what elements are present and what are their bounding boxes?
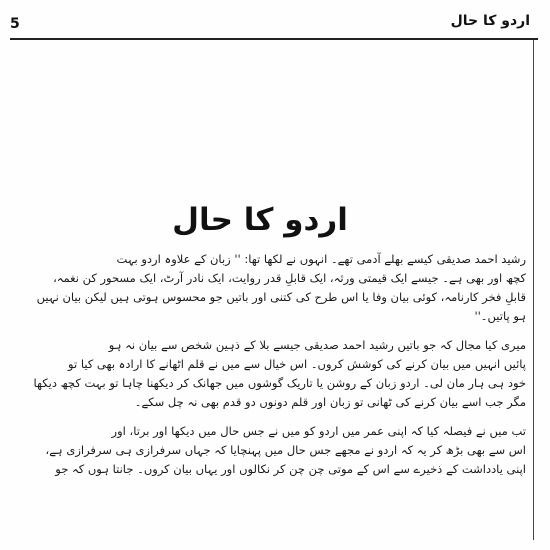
text-line: پائیں انہیں میں بیان کرنے کی کوشش کروں۔ اس خیال سے میں نے قلم اٹھانے کا ارادہ بھی کیا تو <box>68 357 526 371</box>
text-line: اپنی یادداشت کے ذخیرے سے اس کے موتی چن چن کر نکالوں اور یہاں بیان کروں۔ جانتا ہوں کہ جو <box>55 462 526 476</box>
text-line: خود ہی ہار مان لی۔ اردو زبان کے روشن یا تاریک گوشوں میں جھانک کر دیکھنا چاہا تو بہت کچھ دیکھا <box>33 376 526 390</box>
text-line: اس سے بھی بڑھ کر یہ کہ اردو نے مجھے جس حال میں پہنچایا کہ جہاں سرفرازی ہی سرفرازی ہے، <box>45 443 526 457</box>
text-line: مگر جب اسے بیان کرنے کی ٹھانی تو زبان اور قلم دونوں دو قدم بھی نہ چل سکے۔ <box>134 395 526 409</box>
text-line: کچھ اور بھی ہے۔ جیسے ایک قیمتی ورثہ، ایک قابلِ قدر روایت، ایک نادر آرٹ، ایک مسحور کن نغمہ، <box>53 271 526 285</box>
paragraph <box>36 250 526 326</box>
text-line: قابلِ فخر کارنامہ، کوئی بیان وفا یا اس طرح کی کتنی اور باتیں جو محسوس ہوتی ہیں لیکن بیان نہیں <box>36 290 526 304</box>
chapter-title: اردو کا حال <box>172 202 348 238</box>
paragraph <box>45 422 526 479</box>
text-line: رشید احمد صدیقی کیسے بھلے آدمی تھے۔ انہوں نے لکھا تھا: '' زبان کے علاوہ اردو بہت <box>116 252 526 266</box>
text-line: تب میں نے فیصلہ کیا کہ اپنی عمر میں اردو کو میں نے جس حال میں دیکھا اور برتا، اور <box>111 424 526 438</box>
body-text <box>33 250 526 479</box>
text-line: میری کیا مجال کہ جو باتیں رشید احمد صدیقی جیسے بلا کے ذہین شخص سے بیان نہ ہو <box>108 338 526 352</box>
page-number: 5 <box>10 16 20 32</box>
running-header-title: اردو کا حال <box>450 13 530 29</box>
text-line: ہو پاتیں۔'' <box>474 309 526 323</box>
paragraph <box>33 336 526 412</box>
header-divider <box>10 38 538 40</box>
margin-line <box>533 40 534 540</box>
